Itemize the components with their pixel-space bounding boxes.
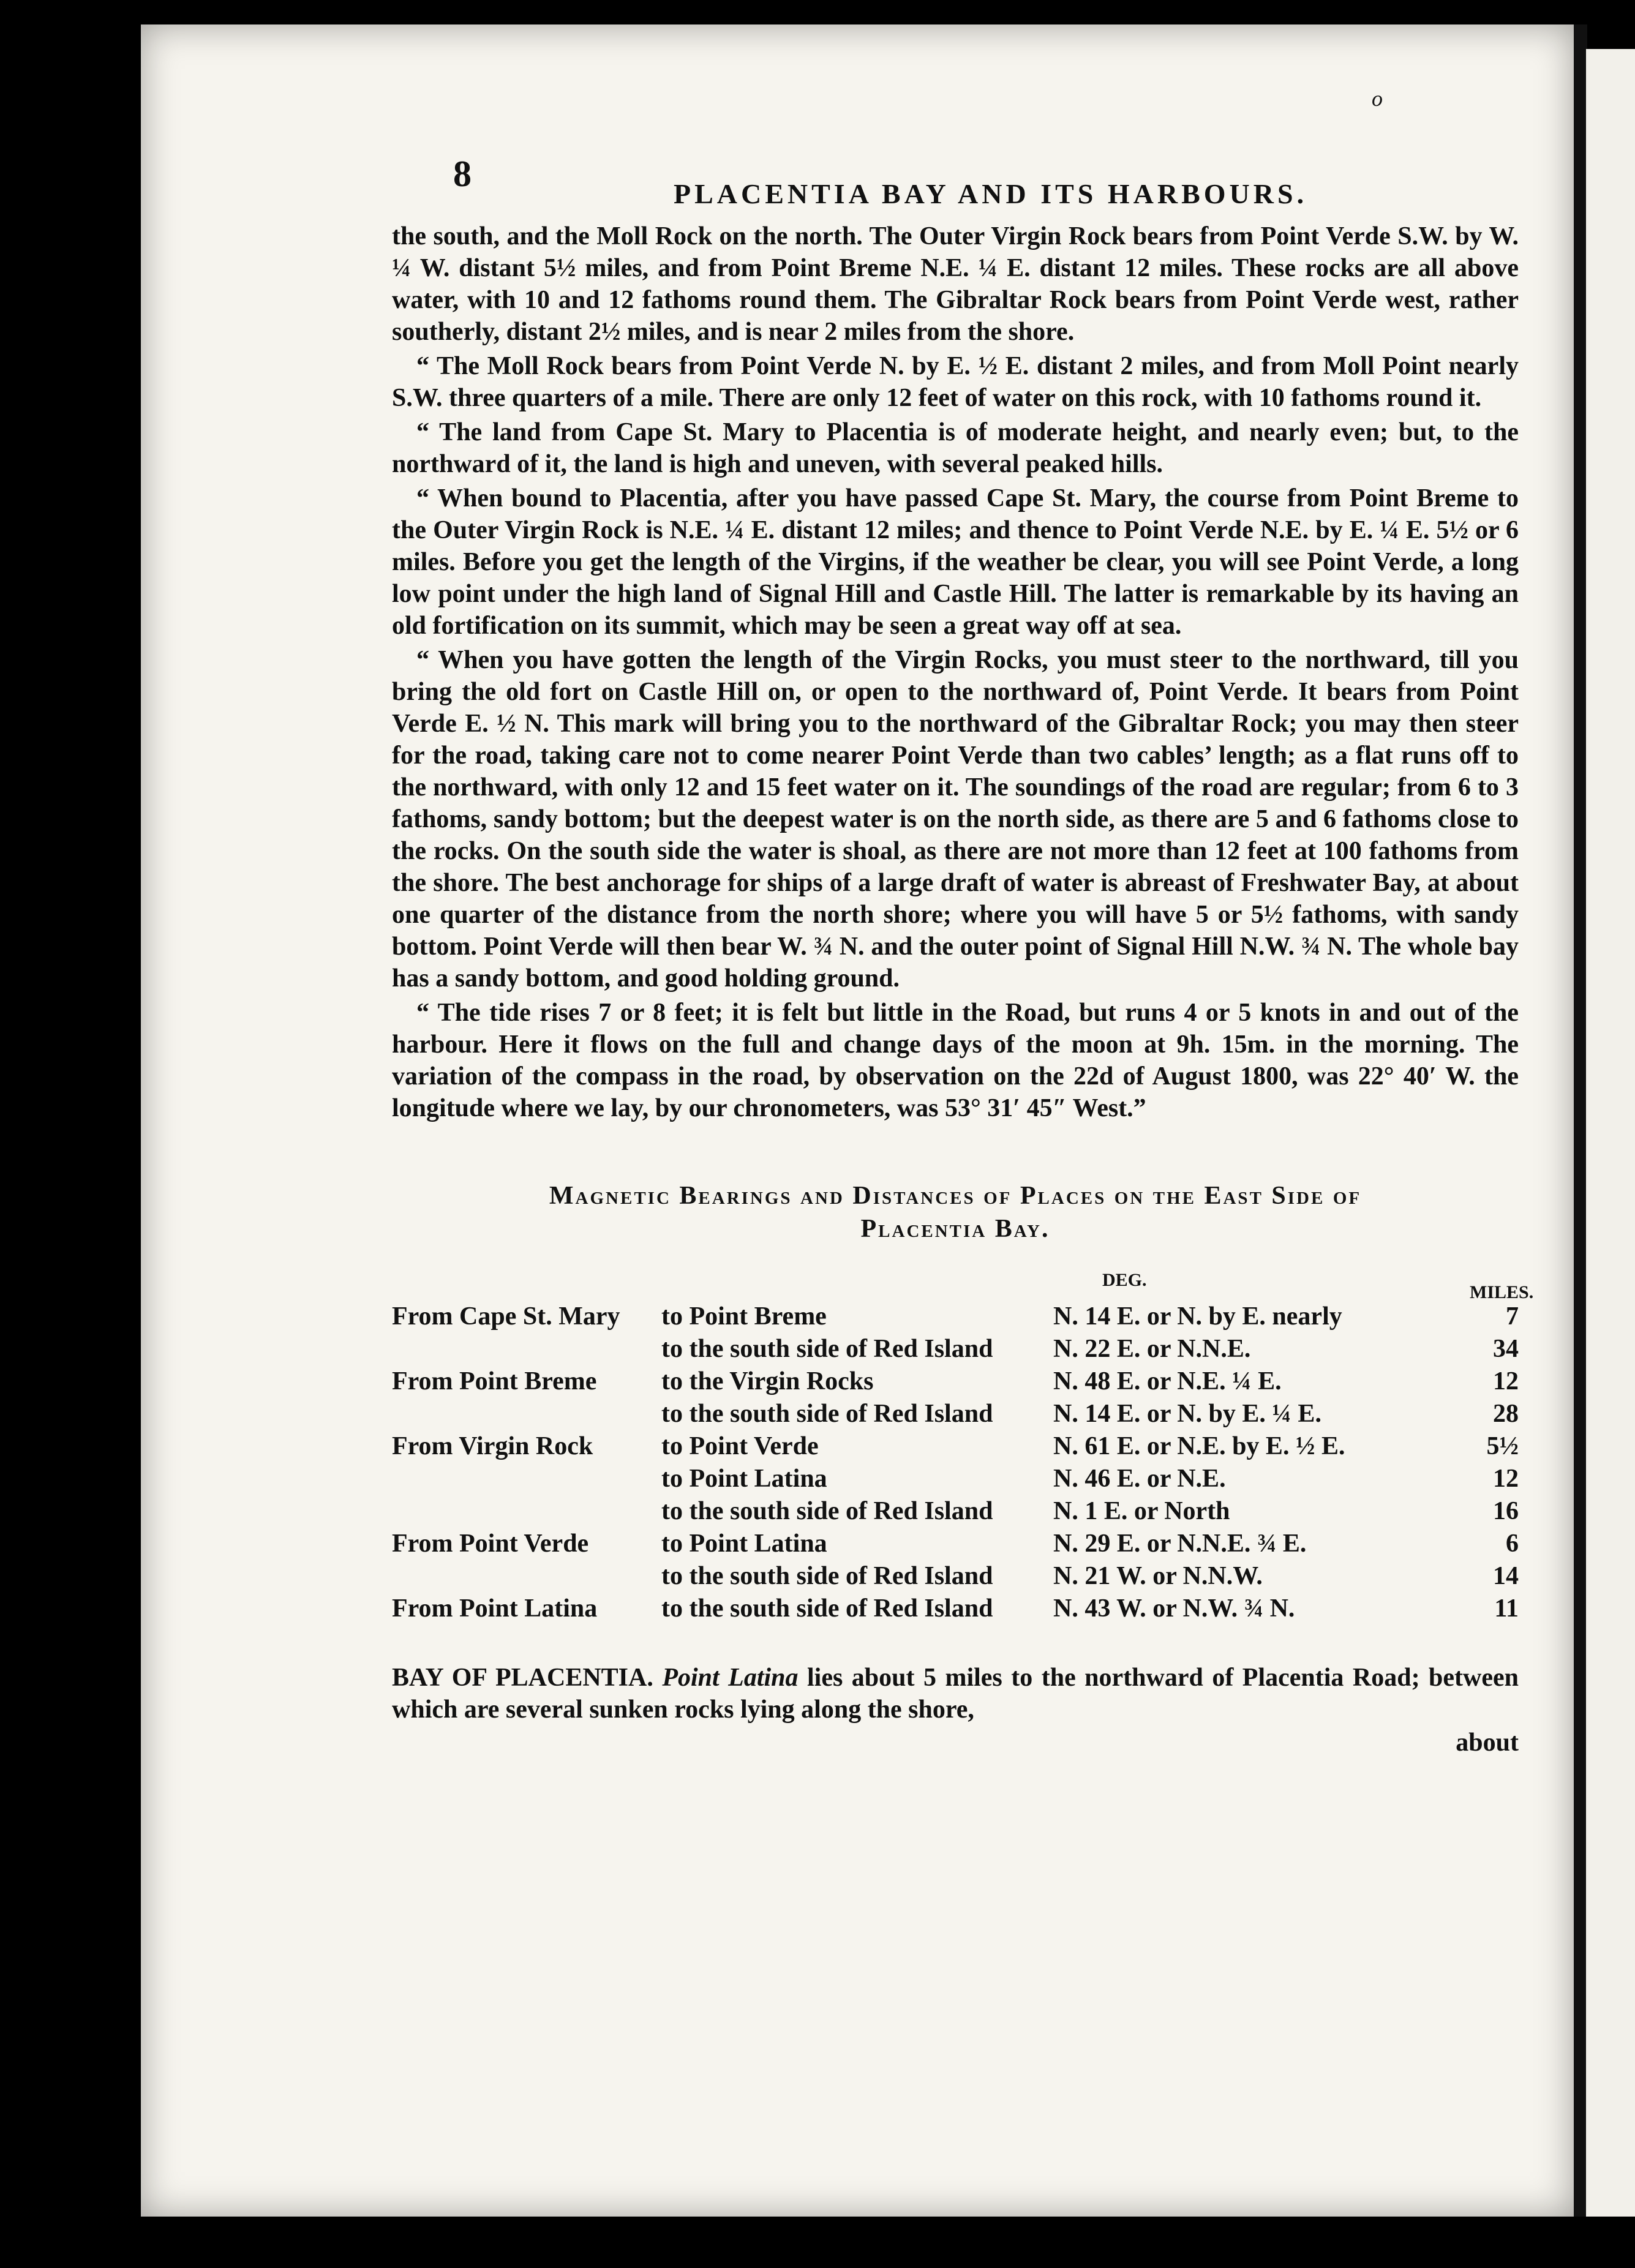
distance-cell: 14 [1493,1562,1519,1590]
section-heading-line1: Magnetic Bearings and Distances of Places on the East Side of [549,1182,1362,1210]
bearing-cell: N. 61 E. or N.E. by E. ½ E. [1053,1432,1345,1460]
bearings-table [392,1301,1519,1625]
to-cell: to the Virgin Rocks [661,1367,874,1395]
bearing-cell: N. 48 E. or N.E. ¼ E. [1053,1367,1282,1395]
distance-cell: 28 [1493,1400,1519,1428]
paragraph-3: “ The land from Cape St. Mary to Placentia is of moderate height, and nearly even; but, to the northward of it, the land is high and uneven, with several peaked hills. [392,418,1519,478]
corner-mark: o [1372,86,1383,111]
bay-title: BAY OF PLACENTIA. [392,1664,653,1692]
page-header [392,153,1519,220]
scan-border [1574,24,1587,2217]
col-miles-header: MILES. [1470,1282,1534,1302]
table-row [392,1495,1519,1528]
distance-cell: 12 [1493,1367,1519,1395]
distance-cell: 12 [1493,1465,1519,1493]
to-cell: to the south side of Red Island [661,1562,993,1590]
table-row [392,1528,1519,1560]
to-cell: to Point Latina [661,1465,827,1493]
distance-cell: 34 [1493,1335,1519,1363]
from-cell [392,1463,661,1495]
page-content [392,153,1534,1757]
table-row [392,1560,1519,1593]
paragraph-1: the south, and the Moll Rock on the north. The Outer Virgin Rock bears from Point Verde S.W. by W. ¼ W. distant 5½ miles, and from Point Breme N.E. ¼ E. distant 12 miles. These rocks are all above water, with 10 and 12 fathoms round them. The Gibraltar Rock bears from Point Verde west, rather southerly, distant 2½ miles, and is near 2 miles from the shore. [392,222,1519,346]
bearing-cell: N. 21 W. or N.N.W. [1053,1562,1263,1590]
distance-cell: 6 [1506,1530,1519,1558]
from-cell: From Point Verde [392,1530,589,1558]
distance-cell: 11 [1494,1594,1519,1623]
section-heading-line2: Placentia Bay. [860,1215,1050,1243]
bearing-cell: N. 43 W. or N.W. ¾ N. [1053,1594,1295,1623]
bay-paragraph [392,1662,1519,1725]
paragraph-2: “ The Moll Rock bears from Point Verde N. by E. ½ E. distant 2 miles, and from Moll Point nearly S.W. three quarters of a mile. There are only 12 feet of water on this rock, with 10 fathoms round it. [392,352,1519,412]
from-cell [392,1560,661,1593]
distance-cell: 7 [1506,1302,1519,1331]
section-heading [392,1179,1519,1245]
table-row [392,1365,1519,1398]
paragraph-6: “ The tide rises 7 or 8 feet; it is felt but little in the Road, but runs 4 or 5 knots in and out of the harbour. Here it flows on the full and change days of the moon at 9h. 15m. in the morning. The variation of the compass in the road, by observation on the 22d of August 1800, was 22° 40′ W. the longitude where we lay, by our chronometers, was 53° 31′ 45″ West.” [392,999,1519,1122]
to-cell: to the south side of Red Island [661,1335,993,1363]
scan-edge [1586,49,1635,2217]
col-deg-header: DEG. [1102,1270,1147,1290]
distance-cell: 16 [1493,1497,1519,1525]
paragraph-5: “ When you have gotten the length of the Virgin Rocks, you must steer to the northward, till you bring the old fort on Castle Hill on, or open to the northward of, Point Verde. It bears from Point Verde E. ½ N. This mark will bring you to the northward of the Gibraltar Rock; you may then steer for the road, taking care not to come nearer Point Verde than two cables’ length; as a flat runs off to the northward, with only 12 and 15 feet water on it. The soundings of the road are regular; from 6 to 3 fathoms, sandy bottom; but the deepest water is on the north side, as there are 5 and 6 fathoms close to the rocks. On the south side the water is shoal, as there are not more than 12 feet at 100 fathoms from the shore. The best anchorage for ships of a large draft of water is abreast of Freshwater Bay, at about one quarter of the distance from the north shore; where you will have 5 or 5½ fathoms, with sandy bottom. Point Verde will then bear W. ¾ N. and the outer point of Signal Hill N.W. ¾ N. The whole bay has a sandy bottom, and good holding ground. [392,646,1519,993]
column-headers [392,1264,1534,1302]
to-cell: to the south side of Red Island [661,1497,993,1525]
from-cell [392,1333,661,1365]
bearing-cell: N. 1 E. or North [1053,1497,1230,1525]
page-number: 8 [453,154,472,194]
from-cell: From Virgin Rock [392,1432,593,1460]
to-cell: to Point Latina [661,1530,827,1558]
from-cell: From Point Latina [392,1594,598,1623]
catchword: about [1456,1729,1519,1757]
to-cell: to the south side of Red Island [661,1594,993,1623]
bearing-cell: N. 22 E. or N.N.E. [1053,1335,1251,1363]
from-cell: From Cape St. Mary [392,1302,620,1331]
running-title: PLACENTIA BAY AND ITS HARBOURS. [674,178,1308,209]
bay-text: lies about 5 miles to the northward of Placentia Road; between which are several sunken rocks lying along the shore, [392,1664,1519,1724]
from-cell [392,1398,661,1430]
bearing-cell: N. 14 E. or N. by E. ¼ E. [1053,1400,1321,1428]
from-cell [392,1495,661,1528]
paragraph-4: “ When bound to Placentia, after you have passed Cape St. Mary, the course from Point Breme to the Outer Virgin Rock is N.E. ¼ E. distant 12 miles; and thence to Point Verde N.E. by E. ¼ E. 5½ or 6 miles. Before you get the length of the Virgins, if the weather be clear, you will see Point Verde, a long low point under the high land of Signal Hill and Castle Hill. The latter is remarkable by its having an old fortification on its summit, which may be seen a great way off at sea. [392,484,1519,640]
bearing-cell: N. 29 E. or N.N.E. ¾ E. [1053,1530,1307,1558]
table-row [392,1398,1519,1430]
to-cell: to Point Verde [661,1432,819,1460]
table-row [392,1463,1519,1495]
from-cell: From Point Breme [392,1367,597,1395]
table-row [392,1301,1519,1333]
table-row [392,1430,1519,1463]
bearing-cell: N. 46 E. or N.E. [1053,1465,1226,1493]
to-cell: to the south side of Red Island [661,1400,993,1428]
table-row [392,1333,1519,1365]
distance-cell: 5½ [1486,1432,1519,1460]
bay-italic: Point Latina [662,1664,799,1692]
table-row [392,1593,1519,1625]
to-cell: to Point Breme [661,1302,827,1331]
bearing-cell: N. 14 E. or N. by E. nearly [1053,1302,1342,1331]
